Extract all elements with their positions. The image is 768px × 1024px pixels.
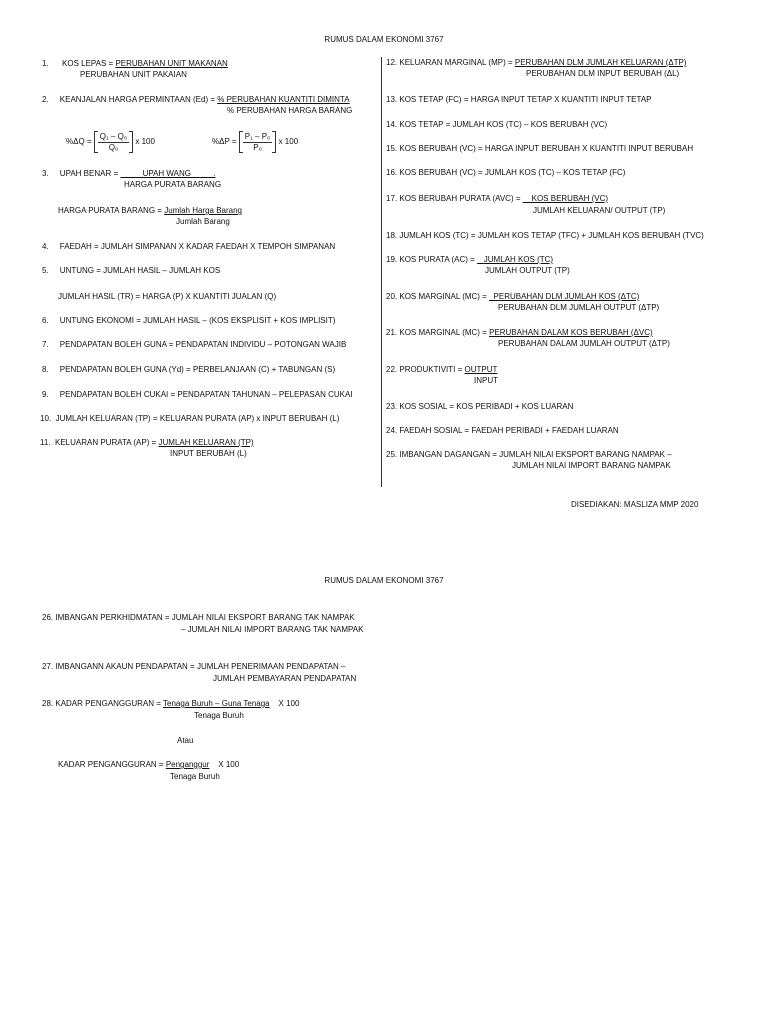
formula-number: 4. <box>42 242 49 251</box>
formula-numerator: KOS BERUBAH (VC) <box>522 194 609 203</box>
formula-19 <box>386 255 553 265</box>
formula-number: 14. <box>386 120 398 129</box>
footer-credit: DISEDIAKAN: MASLIZA MMP 2020 <box>571 500 699 509</box>
formula-number: 9. <box>42 390 49 399</box>
formula-22 <box>386 365 497 375</box>
formula-14 <box>386 120 607 130</box>
formula-text: KOS BERUBAH (VC) = JUMLAH KOS (TC) – KOS TETAP (FC) <box>399 168 626 177</box>
formula-numerator: JUMLAH KELUARAN (TP) <box>158 438 254 447</box>
formula-24 <box>386 426 619 436</box>
formula-numerator: OUTPUT <box>464 365 498 374</box>
formula-7 <box>42 340 346 350</box>
formula-numerator: PERUBAHAN UNIT MAKANAN <box>115 59 228 68</box>
formula-1-denominator: PERUBAHAN UNIT PAKAIAN <box>80 70 187 79</box>
formula-lhs: HARGA PURATA BARANG = <box>58 206 165 215</box>
formula-number: 17. <box>386 194 398 203</box>
formula-21-denominator: PERUBAHAN DALAM JUMLAH OUTPUT (ΔTP) <box>498 339 670 348</box>
formula-text: KOS SOSIAL = KOS PERIBADI + KOS LUARAN <box>399 402 574 411</box>
formula-numerator: PERUBAHAN DLM JUMLAH KOS (ΔTC) <box>489 292 640 301</box>
formula-6 <box>42 316 335 326</box>
formula-multiplier: x 100 <box>276 137 299 147</box>
formula-numerator: PERUBAHAN DALAM KOS BERUBAH (ΔVC) <box>489 328 653 337</box>
formula-text: KOS BERUBAH (VC) = HARGA INPUT BERUBAH X KUANTITI INPUT BERUBAH <box>399 144 694 153</box>
alternative-label: Atau <box>177 736 194 745</box>
formula-text: JUMLAH KELUARAN (TP) = KELUARAN PURATA (AP) x INPUT BERUBAH (L) <box>55 414 340 423</box>
formula-multiplier: x 100 <box>133 137 155 147</box>
formula-number: 22. <box>386 365 398 374</box>
formula-number: 28. <box>42 699 54 708</box>
formula-8 <box>42 365 335 375</box>
formula-2 <box>42 95 350 105</box>
formula-13 <box>386 95 651 105</box>
formula-lhs: KOS LEPAS = <box>62 59 116 68</box>
fraction-denominator: Q₀ <box>108 142 119 152</box>
formula-5 <box>42 266 220 276</box>
formula-5-sub: JUMLAH HASIL (TR) = HARGA (P) X KUANTITI JUALAN (Q) <box>58 292 277 301</box>
formula-26 <box>42 613 355 623</box>
formula-number: 8. <box>42 365 49 374</box>
formula-number: 1. <box>42 59 49 68</box>
formula-26-continuation: – JUMLAH NILAI IMPORT BARANG TAK NAMPAK <box>181 625 364 634</box>
formula-number: 25. <box>386 450 398 459</box>
formula-lhs: UPAH BENAR = <box>59 169 121 178</box>
formula-10 <box>40 414 339 424</box>
formula-numerator: % PERUBAHAN KUANTITI DIMINTA <box>217 95 350 104</box>
formula-9 <box>42 390 353 400</box>
formula-1 <box>42 59 228 69</box>
formula-text: PENDAPATAN BOLEH GUNA (Yd) = PERBELANJAAN (C) + TABUNGAN (S) <box>59 365 336 374</box>
formula-28-alt <box>58 760 239 770</box>
formula-text: IMBANGANN AKAUN PENDAPATAN = JUMLAH PENERIMAAN PENDAPATAN – <box>55 662 346 671</box>
formula-lhs: KELUARAN MARGINAL (MP) = <box>399 58 515 67</box>
formula-text: UNTUNG EKONOMI = JUMLAH HASIL – (KOS EKSPLISIT + KOS IMPLISIT) <box>59 316 336 325</box>
formula-text: JUMLAH KOS (TC) = JUMLAH KOS TETAP (TFC) + JUMLAH KOS BERUBAH (TVC) <box>399 231 704 240</box>
formula-number: 16. <box>386 168 398 177</box>
formula-number: 11. <box>40 438 51 447</box>
formula-number: 7. <box>42 340 49 349</box>
formula-number: 24. <box>386 426 398 435</box>
formula-27 <box>42 662 345 672</box>
formula-text: KOS TETAP (FC) = HARGA INPUT TETAP X KUANTITI INPUT TETAP <box>399 95 652 104</box>
fraction <box>98 132 129 153</box>
formula-18 <box>386 231 704 241</box>
formula-17-denominator: JUMLAH KELUARAN/ OUTPUT (TP) <box>533 206 666 215</box>
formula-text: PENDAPATAN BOLEH GUNA = PENDAPATAN INDIVIDU – POTONGAN WAJIB <box>59 340 347 349</box>
formula-11 <box>40 438 254 448</box>
formula-number: 2. <box>42 95 49 104</box>
formula-25-continuation: JUMLAH NILAI IMPORT BARANG NAMPAK <box>512 461 671 470</box>
formula-number: 21. <box>386 328 398 337</box>
formula-lhs: %ΔP = <box>212 137 239 147</box>
formula-text: IMBANGAN DAGANGAN = JUMLAH NILAI EKSPORT BARANG NAMPAK – <box>399 450 672 459</box>
formula-multiplier: X 100 <box>269 699 300 708</box>
formula-lhs: KADAR PENGANGGURAN = <box>55 699 164 708</box>
formula-number: 12. <box>386 58 398 67</box>
formula-lhs: PRODUKTIVITI = <box>399 365 465 374</box>
formula-numerator: PERUBAHAN DLM JUMLAH KELUARAN (ΔTP) <box>514 58 687 67</box>
formula-20 <box>386 292 639 302</box>
page-title-2: RUMUS DALAM EKONOMI 3767 <box>324 576 444 585</box>
formula-number: 13. <box>386 95 398 104</box>
fraction <box>243 132 273 153</box>
formula-lhs: KEANJALAN HARGA PERMINTAAN (Ed) = <box>59 95 218 104</box>
formula-17 <box>386 194 608 204</box>
formula-27-continuation: JUMLAH PEMBAYARAN PENDAPATAN <box>213 674 357 683</box>
formula-number: 27. <box>42 662 54 671</box>
formula-lhs: KOS MARGINAL (MC) = <box>399 328 490 337</box>
formula-number: 3. <box>42 169 49 178</box>
formula-lhs: KADAR PENGANGGURAN = <box>58 760 166 769</box>
formula-number: 6. <box>42 316 49 325</box>
formula-text: PENDAPATAN BOLEH CUKAI = PENDAPATAN TAHUNAN – PELEPASAN CUKAI <box>59 390 353 399</box>
formula-11-denominator: INPUT BERUBAH (L) <box>170 449 247 458</box>
fraction-denominator: P₀ <box>253 142 262 152</box>
formula-4 <box>42 242 335 252</box>
formula-number: 18. <box>386 231 398 240</box>
formula-28-denominator: Tenaga Buruh <box>194 711 244 720</box>
page-title: RUMUS DALAM EKONOMI 3767 <box>324 35 444 44</box>
formula-number: 20. <box>386 292 398 301</box>
formula-number: 10. <box>40 414 52 423</box>
formula-numerator: Penganggur <box>165 760 210 769</box>
formula-lhs: KELUARAN PURATA (AP) = <box>54 438 159 447</box>
formula-25 <box>386 450 672 460</box>
formula-2-delta-p <box>212 131 298 153</box>
formula-22-denominator: INPUT <box>474 376 498 385</box>
formula-16 <box>386 168 625 178</box>
formula-15 <box>386 144 693 154</box>
formula-3-sub-denominator: Jumlah Barang <box>176 217 230 226</box>
formula-28 <box>42 699 299 709</box>
formula-2-delta-q <box>66 131 155 153</box>
formula-text: UNTUNG = JUMLAH HASIL – JUMLAH KOS <box>59 266 221 275</box>
formula-3-denominator: HARGA PURATA BARANG <box>124 180 222 189</box>
formula-text: KOS TETAP = JUMLAH KOS (TC) – KOS BERUBAH (VC) <box>399 120 608 129</box>
formula-19-denominator: JUMLAH OUTPUT (TP) <box>485 266 570 275</box>
formula-text: IMBANGAN PERKHIDMATAN = JUMLAH NILAI EKSPORT BARANG TAK NAMPAK <box>55 613 355 622</box>
formula-lhs: KOS MARGINAL (MC) = <box>399 292 490 301</box>
column-divider <box>381 57 382 487</box>
fraction-numerator: Q₁ – Q₀ <box>99 131 128 141</box>
formula-multiplier: X 100 <box>209 760 240 769</box>
formula-number: 26. <box>42 613 54 622</box>
formula-21 <box>386 328 653 338</box>
formula-20-denominator: PERUBAHAN DLM JUMLAH OUTPUT (ΔTP) <box>498 303 660 312</box>
formula-lhs: %ΔQ = <box>66 137 94 147</box>
formula-numerator: JUMLAH KOS (TC) <box>477 255 554 264</box>
formula-lhs: KOS BERUBAH PURATA (AVC) = <box>399 194 523 203</box>
formula-3-sub <box>58 206 242 216</box>
formula-text: FAEDAH = JUMLAH SIMPANAN X KADAR FAEDAH X TEMPOH SIMPANAN <box>59 242 336 251</box>
formula-number: 5. <box>42 266 49 275</box>
formula-lhs: KOS PURATA (AC) = <box>399 255 478 264</box>
formula-number: 19. <box>386 255 398 264</box>
formula-3 <box>42 169 215 179</box>
formula-number: 23. <box>386 402 398 411</box>
formula-numerator: UPAH WANG . <box>120 169 216 178</box>
fraction-numerator: P₁ – P₀ <box>244 131 271 141</box>
formula-12 <box>386 58 686 68</box>
formula-12-denominator: PERUBAHAN DLM INPUT BERUBAH (ΔL) <box>526 69 680 78</box>
formula-text: FAEDAH SOSIAL = FAEDAH PERIBADI + FAEDAH LUARAN <box>399 426 619 435</box>
formula-number: 15. <box>386 144 398 153</box>
formula-28-alt-denominator: Tenaga Buruh <box>170 772 220 781</box>
formula-2-denominator: % PERUBAHAN HARGA BARANG <box>227 106 353 115</box>
formula-numerator: Tenaga Buruh – Guna Tenaga <box>163 699 270 708</box>
formula-numerator: Jumlah Harga Barang <box>164 206 243 215</box>
formula-23 <box>386 402 573 412</box>
